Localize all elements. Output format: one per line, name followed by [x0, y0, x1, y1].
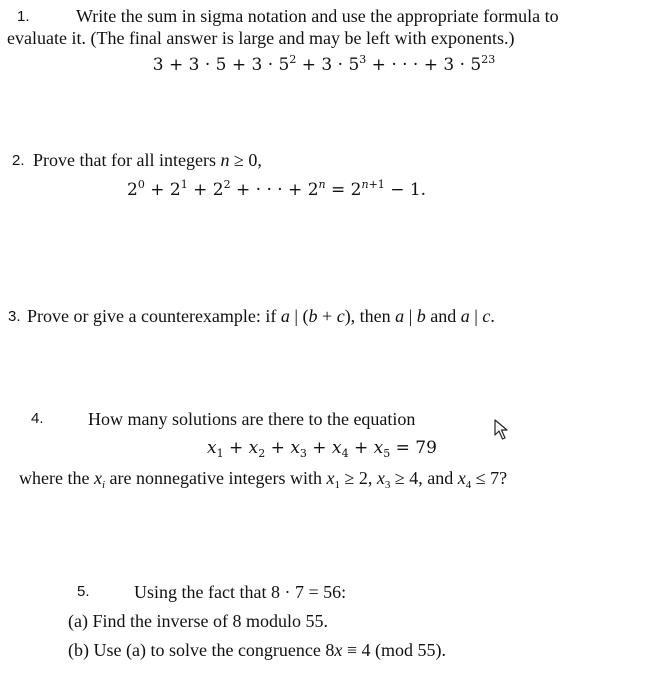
problem-2-number: 2. [12, 152, 25, 169]
problem-5-part-b: (b) Use (a) to solve the congruence 8x ≡ 4 (mod 55). [68, 640, 447, 660]
problem-4-question: How many solutions are there to the equation [88, 409, 416, 429]
problem-3-number: 3. [8, 308, 21, 325]
problem-4-condition: where the $x_i$ are nonnegative integers with $x_1 \ge 2$, $x_3 \ge 4$, and $x_4 \le 7$? [19, 468, 508, 491]
problem-1-equation: $3 + 3 \cdot 5 + 3 \cdot 5^2 + 3 \cdot 5^3$ + · · · + $3 \cdot 5^{23}$ [152, 53, 496, 75]
problem-2-equation: $2^0 + 2^1 + 2^2$ + · · · + $2^n = 2^{n+1} - 1$. [127, 178, 427, 200]
problem-4-number: 4. [31, 410, 44, 427]
problem-4-equation: $x_1 + x_2 + x_3 + x_4 + x_5 = 79$ [207, 438, 437, 460]
problem-5-number: 5. [77, 583, 90, 600]
problem-5-intro: Using the fact that 8 · 7 = 56: [134, 582, 347, 602]
problem-1-number: 1. [17, 8, 30, 25]
problem-2-statement: Prove that for all integers n ≥ 0, [33, 150, 262, 170]
mouse-pointer-icon [494, 419, 510, 441]
problem-1-line-2: evaluate it. (The final answer is large and may be left with exponents.) [7, 28, 515, 48]
problem-1-line-1: Write the sum in sigma notation and use the appropriate formula to [76, 6, 559, 26]
problem-3-statement: Prove or give a counterexample: if a | (b + c), then a | b and a | c. [27, 306, 495, 326]
problem-5-part-a: (a) Find the inverse of 8 modulo 55. [68, 611, 328, 631]
